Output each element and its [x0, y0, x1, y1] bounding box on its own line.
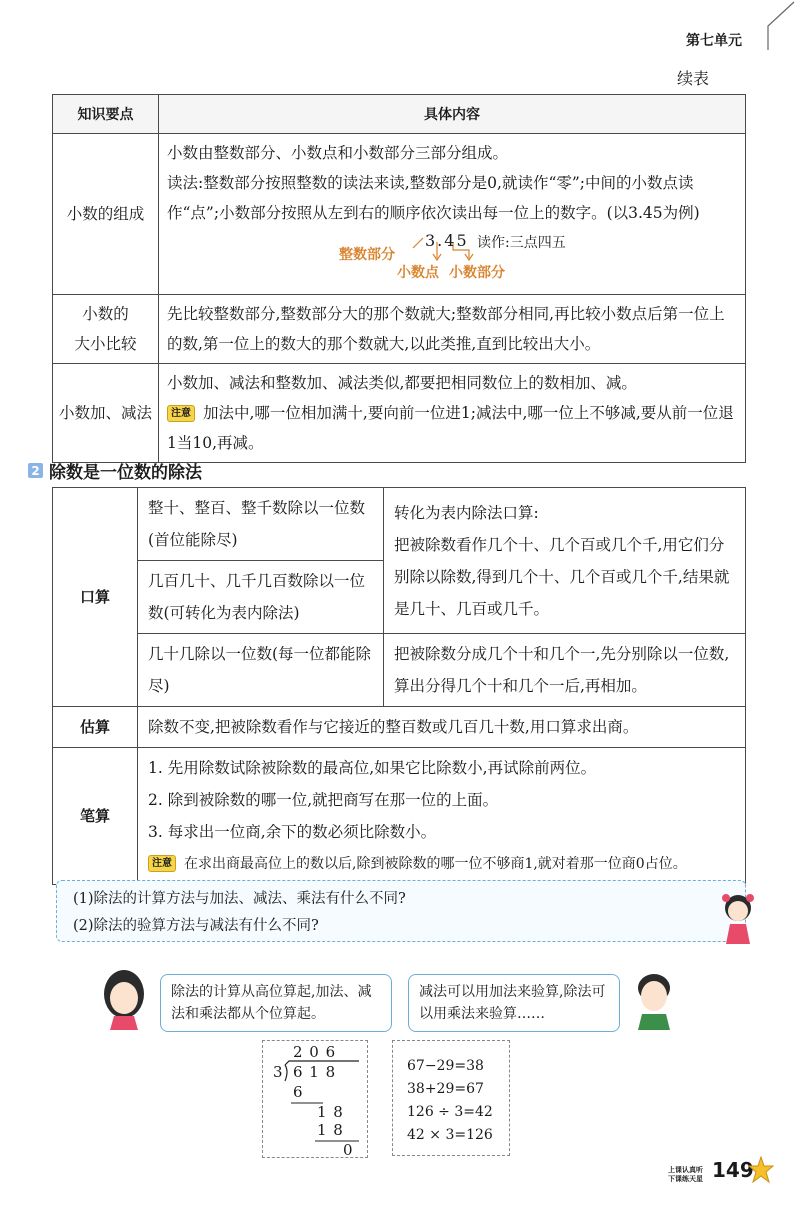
- topic-line: 大小比较: [74, 335, 137, 353]
- unit-title: 第七单元: [686, 33, 742, 49]
- note-text: 在求出商最高位上的数以后,除到被除数的哪一位不够商1,就对着那一位商0占位。: [184, 856, 687, 872]
- continued-label: 续表: [677, 69, 710, 88]
- decimal-diagram: [167, 228, 737, 290]
- girl-thinking-icon: [718, 890, 758, 944]
- content-decimal-comparison: 先比较整数部分,整数部分大的那个数就大;整数部分相同,再比较小数点后第一位上的数,第一位上的数大的那个数就大,以此类推,直到比较出大小。: [159, 295, 746, 364]
- section-heading: [28, 458, 202, 483]
- question-2: (2)除法的验算方法与减法有什么不同?: [73, 918, 319, 934]
- girl-speech-bubble: 除法的计算从高位算起,加法、减法和乘法都从个位算起。: [160, 974, 392, 1032]
- slogan-line: 下课练天星: [668, 1175, 703, 1183]
- table-row: [53, 634, 746, 707]
- written-step: 2. 除到被除数的哪一位,就把商写在那一位的上面。: [148, 791, 499, 809]
- content-decimal-add-sub: [159, 364, 746, 463]
- category-estimate: 估算: [53, 707, 138, 748]
- check-line: 67−29=38: [407, 1058, 484, 1074]
- page-number: 149: [712, 1158, 754, 1182]
- knowledge-table: [52, 94, 746, 463]
- label-decimal-point: 小数点: [397, 265, 439, 281]
- dividend: 6 1 8: [293, 1063, 337, 1081]
- boy-speech-bubble: 减法可以用加法来验算,除法可以用乘法来验算……: [408, 974, 620, 1032]
- corner-decoration: [760, 0, 800, 52]
- oral-case-3: 几十几除以一位数(每一位都能除尽): [138, 634, 384, 707]
- check-line: 126 ÷ 3=42: [407, 1104, 493, 1120]
- question-box: [56, 880, 746, 942]
- written-content: [138, 748, 746, 885]
- reading-rule-text: 读法:整数部分按照整数的读法来读,整数部分是0,就读作“零”;中间的小数点读作“点”;小数部分按照从左到右的顺序依次读出每一位上的数字。(以3.45为例): [167, 174, 700, 222]
- long-division-box: [262, 1040, 368, 1158]
- check-line: 42 × 3=126: [407, 1127, 493, 1143]
- division-table: [52, 487, 746, 885]
- quotient: 2 0 6: [293, 1043, 337, 1061]
- divisor: 3: [273, 1063, 283, 1081]
- table-row: [53, 488, 746, 561]
- written-step: 3. 每求出一位商,余下的数必须比除数小。: [148, 823, 437, 841]
- footer-slogan: [668, 1166, 703, 1184]
- col-header-content: 具体内容: [159, 95, 746, 134]
- slogan-line: 上课认真听: [668, 1166, 703, 1174]
- table-row: [53, 707, 746, 748]
- girl-avatar-icon: [96, 966, 152, 1030]
- table-row: [53, 295, 746, 364]
- note-badge: 注意: [167, 405, 195, 422]
- table-row: [53, 134, 746, 295]
- topic-decimal-add-sub: 小数加、减法: [53, 364, 159, 463]
- add-sub-note: [167, 398, 737, 458]
- division-step-1: 6: [293, 1083, 303, 1101]
- category-written: 笔算: [53, 748, 138, 885]
- content-decimal-composition: [159, 134, 746, 295]
- note-badge: 注意: [148, 855, 176, 872]
- oral-method-12: [384, 488, 746, 634]
- method-line: 把被除数看作几个十、几个百或几个千,用它们分别除以除数,得到几个十、几个百或几个千,结果就是几十、几百或几千。: [394, 535, 730, 618]
- division-step-3: 1 8: [317, 1121, 344, 1139]
- oral-method-3: 把被除数分成几个十和几个一,先分别除以一位数,算出分得几个十和几个一后,再相加。: [384, 634, 746, 707]
- label-decimal-part: 小数部分: [449, 265, 505, 281]
- written-note: [148, 848, 735, 880]
- diagram-number: 3.45: [425, 231, 469, 250]
- division-step-2: 1 8: [317, 1103, 344, 1121]
- estimate-text: 除数不变,把被除数看作与它接近的整百数或几百几十数,用口算求出商。: [138, 707, 746, 748]
- col-header-topic: 知识要点: [53, 95, 159, 134]
- section-number: 2: [28, 463, 43, 478]
- oral-case-1: 整十、整百、整千数除以一位数(首位能除尽): [138, 488, 384, 561]
- division-remainder: 0: [343, 1141, 353, 1159]
- check-line: 38+29=67: [407, 1081, 484, 1097]
- category-oral: 口算: [53, 488, 138, 707]
- star-mascot-icon: [748, 1156, 774, 1184]
- verification-box: [392, 1040, 510, 1156]
- add-sub-text: 小数加、减法和整数加、减法类似,都要把相同数位上的数相加、减。: [167, 374, 637, 392]
- oral-case-2: 几百几十、几千几百数除以一位数(可转化为表内除法): [138, 561, 384, 634]
- section-title: 除数是一位数的除法: [49, 463, 202, 483]
- label-integer-part: 整数部分: [339, 247, 395, 263]
- topic-decimal-composition: 小数的组成: [53, 134, 159, 295]
- composition-text: 小数由整数部分、小数点和小数部分三部分组成。: [167, 144, 509, 162]
- diagram-reading: 读作:三点四五: [477, 235, 566, 251]
- written-step: 1. 先用除数试除被除数的最高位,如果它比除数小,再试除前两位。: [148, 759, 597, 777]
- table-row: [53, 364, 746, 463]
- table-row: [53, 748, 746, 885]
- method-line: 转化为表内除法口算:: [394, 503, 539, 522]
- note-text: 加法中,哪一位相加满十,要向前一位进1;减法中,哪一位上不够减,要从前一位退1当10,再减。: [167, 404, 734, 452]
- topic-line: 小数的: [82, 305, 129, 323]
- question-1: (1)除法的计算方法与加法、减法、乘法有什么不同?: [73, 891, 406, 907]
- topic-decimal-comparison: [53, 295, 159, 364]
- boy-avatar-icon: [626, 966, 682, 1030]
